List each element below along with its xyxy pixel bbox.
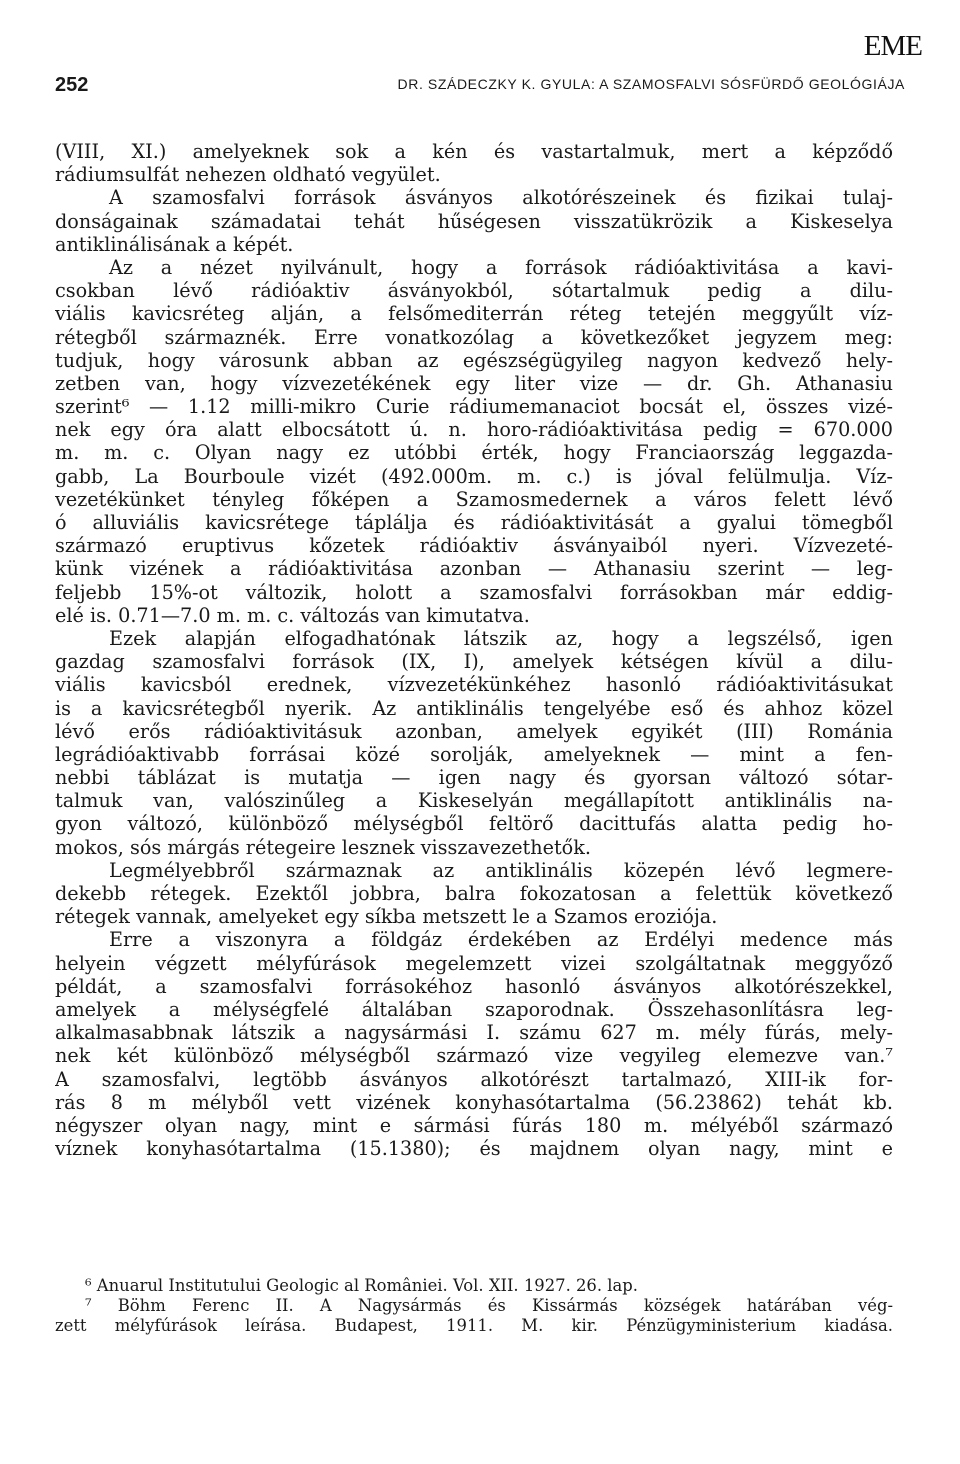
text-line: gazdag szamosfalvi források (IX, I), amelyek kétségen kívül a dilu- — [55, 650, 893, 674]
text-line: elé is. 0.71—7.0 m. m. c. változás van kimutatva. — [55, 603, 530, 627]
text-line: nek egy óra alatt elbocsátott ú. n. horo-rádióaktivitása pedig = 670.000 — [55, 418, 893, 442]
text-line: künk vizének a rádióaktivitása azonban — Athanasiu szerint — leg- — [55, 557, 893, 581]
publisher-logo: EME — [863, 30, 922, 62]
text-line: viális kavicsréteg alján, a felsőmediterrán réteg tetején meggyűlt víz- — [55, 302, 893, 326]
text-line: gyon változó, különböző mélységből feltörő dacittufás alatta pedig ho- — [55, 812, 893, 836]
text-line: antiklinálisának a képét. — [55, 232, 294, 256]
text-line: csokban lévő rádióaktiv ásványokból, sótartalmuk pedig a dilu- — [55, 279, 893, 303]
text-line: legrádióaktivabb forrásai közé sorolják, amelyeknek — mint a fen- — [55, 742, 893, 766]
text-line: Legmélyebbről származnak az antiklinális közepén lévő legmere- — [109, 858, 893, 882]
text-line: szerint⁶ — 1.12 milli-mikro Curie rádiumemanaciot bocsát el, összes vizé- — [55, 395, 893, 419]
text-line: Ezek alapján elfogadhatónak látszik az, hogy a legszélső, igen — [109, 626, 893, 650]
text-line: rás 8 m mélyből vett vizének konyhasótartalma (56.23862) tehát kb. — [55, 1090, 893, 1114]
text-line: származó eruptivus kőzetek rádióaktiv ásványaiból nyeri. Vízvezeté- — [55, 534, 893, 558]
text-line: ó alluviális kavicsrétege táplálja és rádióaktivitását a gyalui tömegből — [55, 511, 893, 534]
page-number: 252 — [55, 74, 89, 96]
text-line: talmuk van, valószinűleg a Kiskeselyán megállapított antiklinális na- — [55, 789, 893, 813]
footnote-6: ⁶ Anuarul Institutului Geologic al României. Vol. XII. 1927. 26. lap. — [85, 1276, 638, 1295]
text-line: is a kavicsrétegből nyerik. Az antiklinális tengelyébe eső és ahhoz közel — [55, 696, 893, 720]
text-line: mokos, sós márgás rétegeire lesznek visszavezethetők. — [55, 835, 591, 859]
text-line: Az a nézet nyilvánult, hogy a források rádióaktivitása a kavi- — [109, 255, 893, 279]
text-line: rétegek vannak, amelyeket egy síkba metszett le a Szamos eroziója. — [55, 905, 718, 929]
text-line: amelyek a mélységfelé általában szaporodnak. Összehasonlításra leg- — [55, 997, 893, 1021]
text-line: víznek konyhasótartalma (15.1380); és majdnem olyan nagy, mint e — [55, 1137, 893, 1161]
text-line: példát, a szamosfalvi forrásokéhoz hasonló ásványos alkotórészekkel, — [55, 974, 893, 998]
text-line: A szamosfalvi források ásványos alkotórészeinek és fizikai tulaj- — [109, 186, 893, 210]
text-line: alkalmasabbnak látszik a nagysármási I. számu 627 m. mély fúrás, mely- — [55, 1021, 893, 1045]
footnotes — [55, 1276, 893, 1336]
text-line: gabb, La Bourboule vizét (492.000m. m. c.) is jóval felülmulja. Víz- — [55, 464, 893, 488]
text-line: lévő erős rádióaktivitásuk azonban, amelyek egyikét (III) Románia — [55, 719, 893, 743]
text-line: donságainak számadatai tehát hűségesen visszatükrözik a Kiskeselya — [55, 209, 893, 233]
footnote-7-continued: zett mélyfúrások leírása. Budapest, 1911. M. kir. Pénzügyministerium kiadása. — [55, 1316, 893, 1335]
text-line: nek két különböző mélységből származó vize vegyileg elemezve van.⁷ — [55, 1044, 893, 1068]
text-line: rétegből származnék. Erre vonatkozólag a következőket jegyzem meg: — [55, 325, 893, 349]
text-line: nebbi táblázat is mutatja — igen nagy és gyorsan változó sótar- — [55, 766, 893, 790]
footnote-7: ⁷ Böhm Ferenc II. A Nagysármás és Kissármás községek határában vég- — [85, 1296, 893, 1315]
text-line: rádiumsulfát nehezen oldható vegyület. — [55, 163, 441, 187]
text-line: viális kavicsból erednek, vízvezetékünkéhez hasonló rádióaktivitásukat — [55, 673, 893, 697]
text-line: zetben van, hogy vízvezetékének egy liter vize — dr. Gh. Athanasiu — [55, 371, 893, 395]
text-line: helyein végzett mélyfúrások megelemzett vizei szolgáltatnak meggyőző — [55, 951, 893, 975]
running-title: DR. SZÁDECZKY K. GYULA: A SZAMOSFALVI SÓSFÜRDŐ GEOLÓGIÁJA — [397, 76, 905, 92]
text-line: tudjuk, hogy városunk abban az egészségügyileg nagyon kedvező hely- — [55, 348, 893, 372]
text-line: feljebb 15%-ot változik, holott a szamosfalvi forrásokban már eddig- — [55, 580, 893, 604]
text-line: Erre a viszonyra a földgáz érdekében az Erdélyi medence más — [109, 928, 893, 952]
text-line: dekebb rétegek. Ezektől jobbra, balra fokozatosan a felettük következő — [55, 882, 893, 905]
text-line: m. m. c. Olyan nagy ez utóbbi érték, hogy Franciaország leggazda- — [55, 441, 893, 465]
text-line: vezetékünket tényleg főképen a Szamosmedernek a város felett lévő — [55, 487, 893, 511]
text-line: (VIII, XI.) amelyeknek sok a kén és vastartalmuk, mert a képződő — [55, 140, 893, 163]
body-text — [55, 140, 893, 1160]
text-line: A szamosfalvi, legtöbb ásványos alkotórészt tartalmazó, XIII-ik for- — [55, 1067, 893, 1091]
running-head — [55, 72, 905, 102]
text-line: négyszer olyan nagy, mint e sármási fúrás 180 m. mélyéből származó — [55, 1113, 893, 1137]
